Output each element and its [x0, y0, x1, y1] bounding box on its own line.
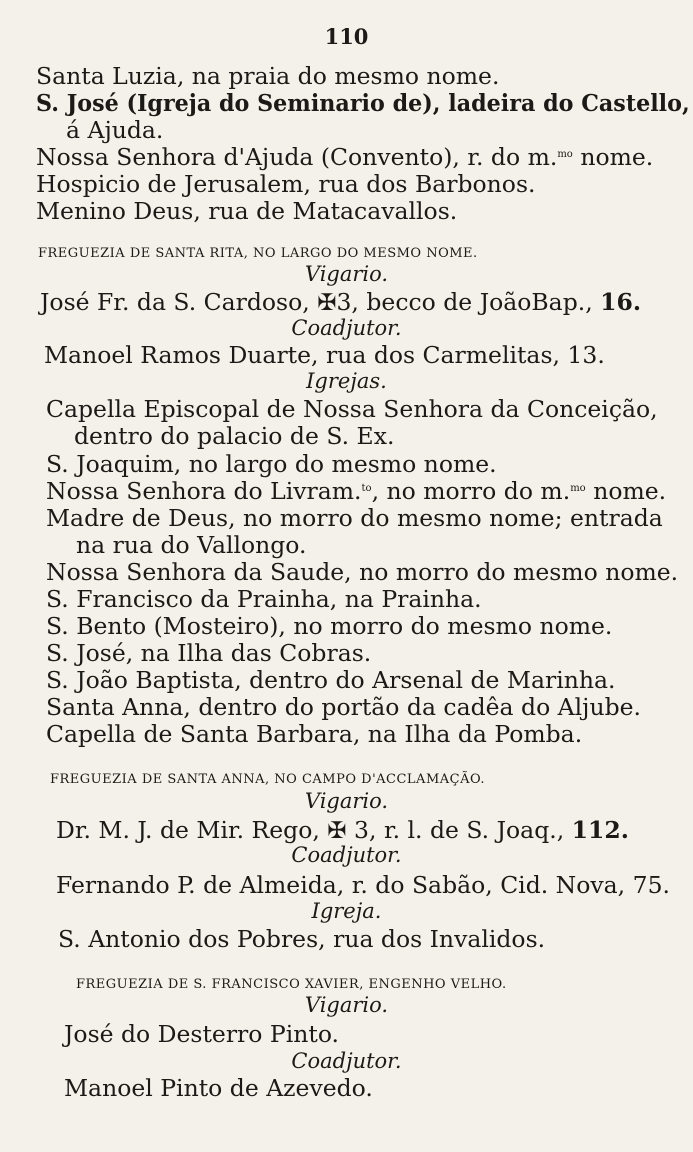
text-line: S. José (Igreja do Seminario de), ladeira do Castello,: [36, 89, 690, 117]
text-line: Madre de Deus, no morro do mesmo nome; entrada: [46, 504, 663, 532]
cross-icon: ✠: [317, 290, 337, 316]
text-line: S. José, na Ilha das Cobras.: [46, 639, 372, 667]
text-line: Menino Deus, rua de Matacavallos.: [36, 197, 458, 225]
text-line: Hospicio de Jerusalem, rua dos Barbonos.: [36, 170, 536, 198]
text-line: dentro do palacio de S. Ex.: [74, 422, 395, 450]
role-heading: Coadjutor.: [291, 1049, 402, 1073]
text-line: S. Antonio dos Pobres, rua dos Invalidos.: [58, 925, 546, 953]
text-line: na rua do Vallongo.: [76, 531, 307, 559]
role-heading: Igrejas.: [306, 369, 387, 393]
role-heading: Coadjutor.: [291, 316, 402, 340]
parish-header: FREGUEZIA DE SANTA RITA, NO LARGO DO MESMO NOME.: [38, 246, 478, 261]
text-line: á Ajuda.: [66, 116, 164, 144]
text-line: José Fr. da S. Cardoso, ✠3, becco de JoãoBap., 16.: [40, 288, 642, 316]
text-line: Nossa Senhora da Saude, no morro do mesmo nome.: [46, 558, 679, 586]
text-line: Dr. M. J. de Mir. Rego, ✠ 3, r. l. de S. Joaq., 112.: [56, 816, 629, 844]
page-number: 110: [324, 24, 369, 49]
role-heading: Vigario.: [304, 262, 389, 286]
parish-header: FREGUEZIA DE SANTA ANNA, NO CAMPO D'ACCLAMAÇÃO.: [50, 772, 486, 787]
text-line: Nossa Senhora d'Ajuda (Convento), r. do m.$^{mo}$ nome.: [36, 143, 654, 171]
text-line: S. Francisco da Prainha, na Prainha.: [46, 585, 482, 613]
role-heading: Vigario.: [304, 789, 389, 813]
text-line: Fernando P. de Almeida, r. do Sabão, Cid. Nova, 75.: [56, 871, 670, 899]
text-line: Capella de Santa Barbara, na Ilha da Pomba.: [46, 720, 583, 748]
text-line: S. Bento (Mosteiro), no morro do mesmo nome.: [46, 612, 613, 640]
role-heading: Vigario.: [304, 993, 389, 1017]
text-line: Capella Episcopal de Nossa Senhora da Conceição,: [46, 395, 658, 423]
text-line: S. Joaquim, no largo do mesmo nome.: [46, 450, 497, 478]
text-line: Santa Anna, dentro do portão da cadêa do Aljube.: [46, 693, 642, 721]
role-heading: Igreja.: [311, 899, 382, 923]
text-line: Manoel Ramos Duarte, rua dos Carmelitas, 13.: [44, 341, 605, 369]
cross-icon: ✠: [327, 818, 347, 844]
text-line: S. João Baptista, dentro do Arsenal de Marinha.: [46, 666, 616, 694]
text-line: José do Desterro Pinto.: [64, 1020, 340, 1048]
text-line: Nossa Senhora do Livram.$^{to}$, no morro do m.$^{mo}$ nome.: [46, 477, 667, 505]
text-line: Santa Luzia, na praia do mesmo nome.: [36, 62, 500, 90]
parish-header: FREGUEZIA DE S. FRANCISCO XAVIER, ENGENHO VELHO.: [76, 977, 507, 992]
text-line: Manoel Pinto de Azevedo.: [64, 1074, 373, 1102]
role-heading: Coadjutor.: [291, 843, 402, 867]
